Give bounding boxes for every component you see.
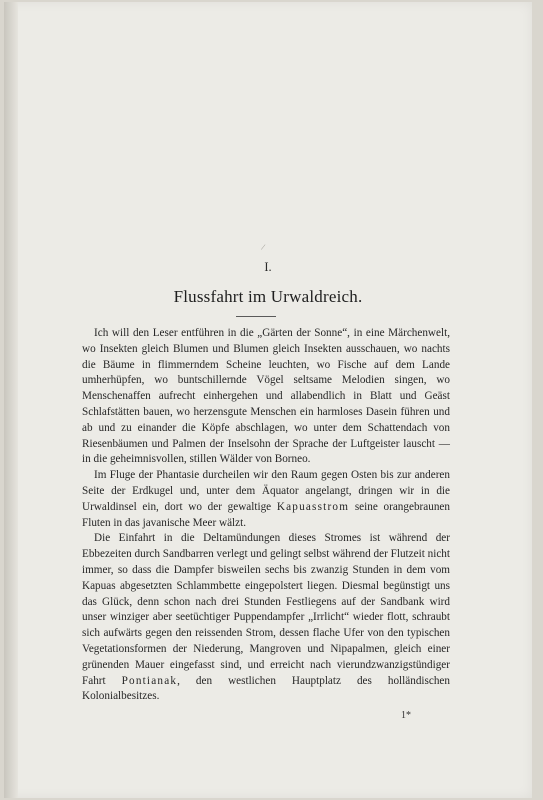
chapter-body xyxy=(82,326,450,705)
paragraph-3 xyxy=(82,531,450,705)
paragraph-2-text-b: seine orangebraunen Fluten in das javanische Meer wälzt. xyxy=(82,500,450,529)
paper-fleck: / xyxy=(260,241,267,253)
city-name-spaced: Pontianak xyxy=(121,674,178,687)
river-name-spaced: Kapuasstrom xyxy=(276,500,350,513)
title-divider xyxy=(236,316,276,317)
paragraph-2 xyxy=(82,468,450,531)
signature-mark: 1* xyxy=(401,710,411,721)
paragraph-2-text-a: Im Fluge der Phantasie durcheilen wir den Raum gegen Osten bis zur anderen Seite der Erdkugel und, unter dem Äquator angelangt, dringen wir in die Urwaldinsel ein, dort wo der gewaltige xyxy=(82,469,450,513)
chapter-title: Flussfahrt im Urwaldreich. xyxy=(173,287,363,306)
paragraph-1: Ich will den Leser entführen in die „Gärten der Sonne“, in eine Märchenwelt, wo Insekten gleich Blumen und Blumen gleich Insekten ausschauen, wo nachts die Bäume in flimmerndem Scheine leuchten, wo Fische auf dem Lande umherhüpfen, wo buntschillernde Vögel seltsame Melodien singen, wo Menschenaffen aufrecht einhergehen und allabendlich in Blatt und Geäst Schlafstätten bauen, wo herzensgute Menschen ein harmloses Dasein führen und ab und zu einander die Köpfe abschlagen, wo unter dem Schattendach von Riesenbäumen und Palmen der Inselsohn der Sprache der Luftgeister lauscht — in die geheimnisvollen, stillen Wälder von Borneo. xyxy=(82,327,450,466)
book-page xyxy=(4,2,532,798)
chapter-number: I. xyxy=(264,260,272,274)
page-spine-shadow xyxy=(4,2,18,798)
paragraph-3-text-a: Die Einfahrt in die Deltamündungen dieses Stromes ist während der Ebbezeiten durch Sandbarren verlegt und gelingt selbst während der Flutzeit nicht immer, so dass die Dampfer bisweilen sechs bis zwanzig Stunden in dem vom Kapuas abgesetzten Schlammbette eingepolstert liegen. Diesmal begünstigt uns das Glück, denn schon nach drei Stunden Festliegens auf der Sandbank wird unser winziger aber seetüchtiger Puppendampfer „Irrlicht“ wieder flott, schraubt sich aufwärts gegen den reissenden Strom, dessen flache Ufer von den typischen Vegetationsformen der Niederung, Mangroven und Nipapalmen, gleich einer grünenden Mauer eingefasst sind, und erreicht nach vierundzwanzigstündiger Fahrt xyxy=(82,532,450,687)
paragraph-3-text-b: , den westlichen Hauptplatz des holländischen Kolonialbesitzes. xyxy=(82,674,450,703)
